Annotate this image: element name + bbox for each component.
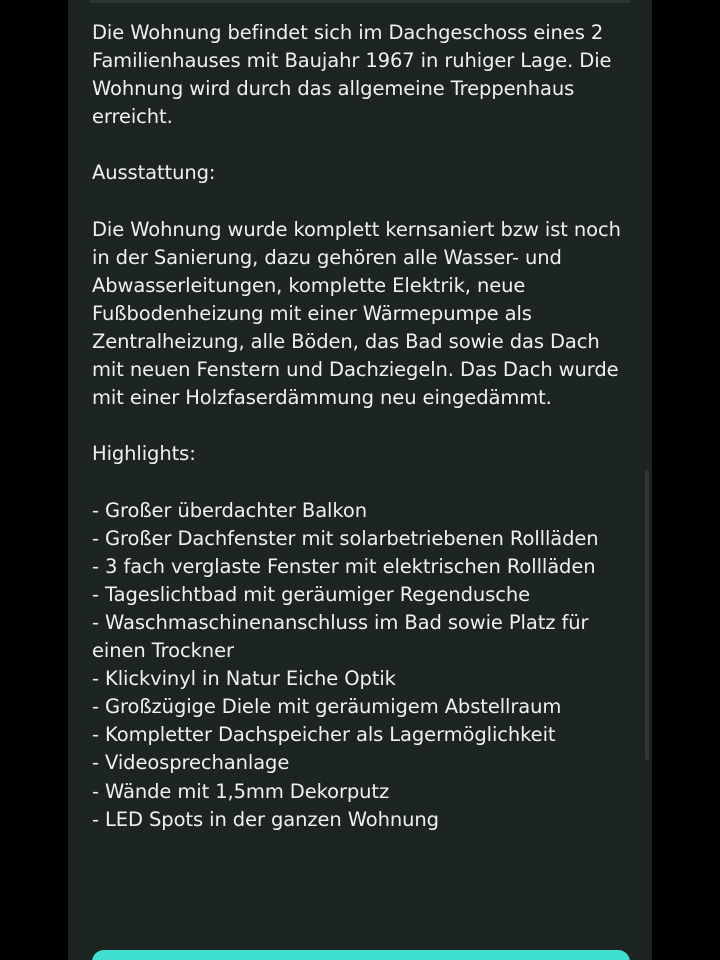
list-item: - Großer überdachter Balkon bbox=[92, 498, 367, 522]
list-item: - Tageslichtbad mit geräumiger Regendusche bbox=[92, 582, 531, 606]
spacer bbox=[92, 412, 632, 440]
contact-button[interactable] bbox=[92, 950, 630, 960]
highlights-list bbox=[92, 497, 632, 834]
list-item: - Wände mit 1,5mm Dekorputz bbox=[92, 779, 390, 803]
spacer bbox=[92, 188, 632, 216]
spacer bbox=[92, 131, 632, 159]
top-divider bbox=[90, 0, 630, 3]
list-item: - Waschmaschinenanschluss im Bad sowie Platz für einen Trockner bbox=[92, 610, 589, 663]
scrollbar[interactable] bbox=[645, 470, 649, 760]
list-item: - Großzügige Diele mit geräumigem Abstellraum bbox=[92, 695, 562, 719]
listing-description bbox=[92, 19, 632, 834]
ausstattung-heading: Ausstattung: bbox=[92, 161, 216, 185]
list-item: - Großer Dachfenster mit solarbetriebenen Rollläden bbox=[92, 526, 599, 550]
list-item: - Klickvinyl in Natur Eiche Optik bbox=[92, 667, 396, 691]
list-item: - LED Spots in der ganzen Wohnung bbox=[92, 807, 439, 831]
ausstattung-text: Die Wohnung wurde komplett kernsaniert bzw ist noch in der Sanierung, dazu gehören alle Wasser- und Abwasserleitungen, komplette Elektrik, neue Fußbodenheizung mit einer Wärmepumpe als Zentralheizung, alle Böden, das Bad sowie das Dach mit neuen Fenstern und Dachziegeln. Das Dach wurde mit einer Holzfaserdämmung neu eingedämmt. bbox=[92, 217, 621, 410]
intro-text: Die Wohnung befindet sich im Dachgeschoss eines 2 Familienhauses mit Baujahr 1967 in ruhiger Lage. Die Wohnung wird durch das allgemeine Treppenhaus erreicht. bbox=[92, 21, 612, 129]
spacer bbox=[92, 469, 632, 497]
highlights-heading: Highlights: bbox=[92, 442, 196, 466]
list-item: - 3 fach verglaste Fenster mit elektrischen Rollläden bbox=[92, 554, 596, 578]
list-item: - Videosprechanlage bbox=[92, 751, 290, 775]
list-item: - Kompletter Dachspeicher als Lagermöglichkeit bbox=[92, 723, 556, 747]
